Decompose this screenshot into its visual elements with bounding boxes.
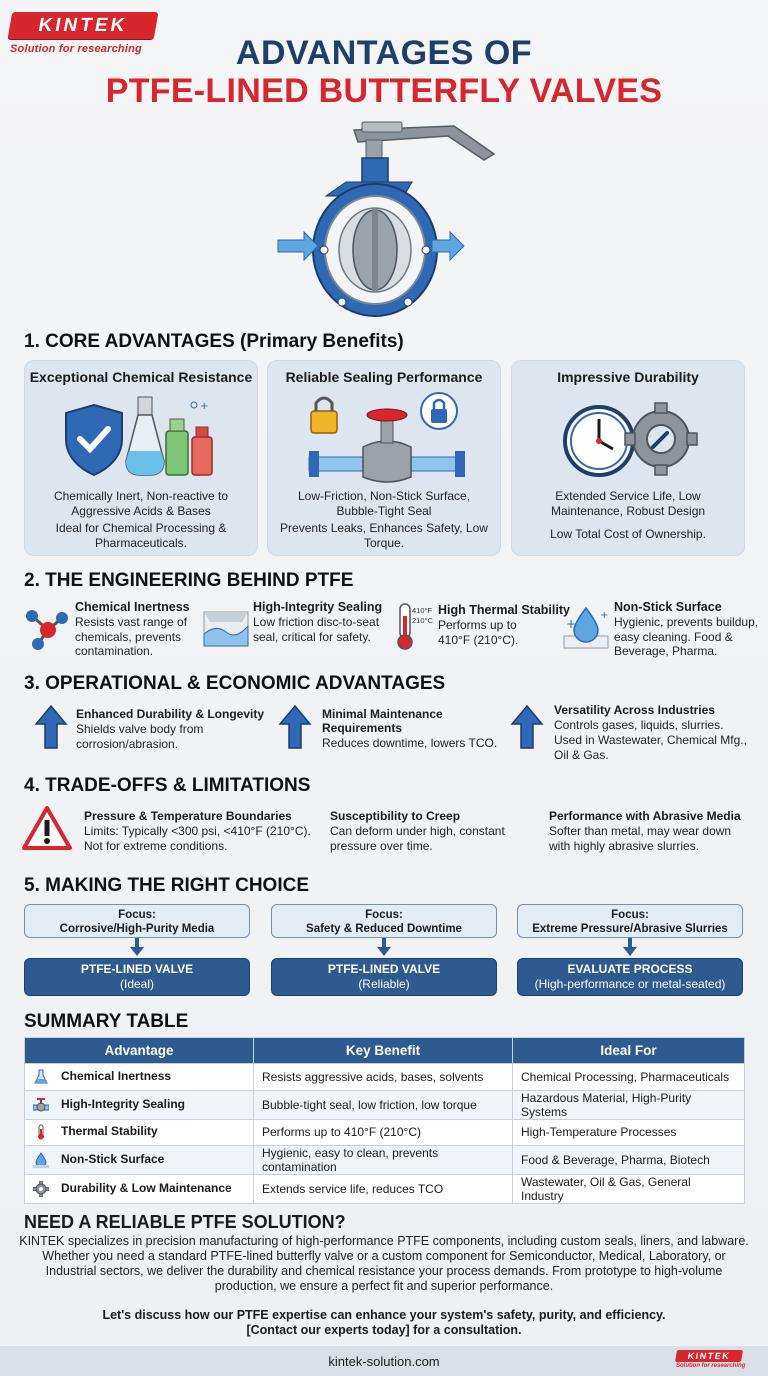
section-tradeoffs-heading: 4. TRADE-OFFS & LIMITATIONS <box>24 775 311 796</box>
result-sub: (Reliable) <box>358 977 410 991</box>
eng-desc-thermal: Performs up to 410°F (210°C). <box>438 618 519 647</box>
svg-text:+: + <box>600 610 609 621</box>
advantage-name: Thermal Stability <box>61 1124 158 1139</box>
op-desc-durability: Shields valve body from corrosion/abrasion. <box>76 722 204 751</box>
thermometer-labels <box>412 606 433 626</box>
thermometer-icon <box>33 1124 49 1140</box>
op-title-versatility: Versatility Across Industries <box>554 703 715 717</box>
cta-bold-line: Let's discuss how our PTFE expertise can enhance your system's safety, purity, and efficiency. <box>102 1308 666 1322</box>
eng-desc-chemical: Resists vast range of chemicals, prevents contamination. <box>75 615 188 658</box>
result-label: EVALUATE PROCESS <box>567 962 693 976</box>
result-box-evaluate <box>517 958 743 996</box>
cell-benefit: Performs up to 410°F (210°C) <box>254 1119 513 1146</box>
cell-advantage <box>25 1146 254 1175</box>
table-row <box>25 1090 745 1119</box>
tradeoff-desc-abrasive: Softer than metal, may wear down with highly abrasive slurries. <box>549 824 732 853</box>
op-title-maintenance: Minimal Maintenance Requirements <box>322 707 443 735</box>
result-box-reliable <box>271 958 497 996</box>
cell-benefit: Extends service life, reduces TCO <box>254 1175 513 1204</box>
result-box-ideal <box>24 958 250 996</box>
section-operational-heading: 3. OPERATIONAL & ECONOMIC ADVANTAGES <box>24 673 446 694</box>
footer-url[interactable]: kintek-solution.com <box>328 1354 440 1369</box>
cta-heading: NEED A RELIABLE PTFE SOLUTION? <box>24 1212 346 1232</box>
temp-c-label: 210°C <box>412 616 433 625</box>
advantage-name: Durability & Low Maintenance <box>61 1181 232 1196</box>
valve-and-locks-icon <box>305 391 465 483</box>
cell-ideal: High-Temperature Processes <box>513 1119 745 1146</box>
title-line-2: PTFE-LINED BUTTERFLY VALVES <box>105 72 663 110</box>
table-row <box>25 1119 745 1146</box>
tradeoff-desc-creep: Can deform under high, constant pressure over time. <box>330 824 505 853</box>
focus-text: Corrosive/High-Purity Media <box>59 923 215 935</box>
tradeoff-title-creep: Susceptibility to Creep <box>330 809 461 823</box>
shield-and-chemicals-icon <box>62 391 222 483</box>
up-arrow-icon <box>278 704 312 750</box>
footer-logo-tagline: Solution for researching <box>676 1363 746 1369</box>
cell-benefit: Resists aggressive acids, bases, solvents <box>254 1064 513 1091</box>
cta-body: KINTEK specializes in precision manufacturing of high-performance PTFE components, including custom seals, liners, and labware. Whether you need a standard PTFE-lined butterfly valve or a custom component for Semiconductor, Medical, Laboratory, or Industrial sectors, we deliver the durability and chemical resistance your process demands. From prototype to high-volume production, we ensure a perfect fit and superior performance. <box>19 1234 749 1293</box>
logo-tagline: Solution for researching <box>10 43 142 55</box>
eng-title-thermal: High Thermal Stability <box>438 603 570 617</box>
focus-text: Extreme Pressure/Abrasive Slurries <box>532 923 728 935</box>
card-text-1: Extended Service Life, Low Maintenance, Robust Design <box>550 489 706 518</box>
butterfly-valve-illustration <box>262 116 502 326</box>
focus-box-extreme <box>517 904 743 938</box>
cell-ideal: Food & Beverage, Pharma, Biotech <box>513 1146 745 1175</box>
title-line-1: ADVANTAGES OF <box>235 34 533 72</box>
op-desc-versatility: Controls gases, liquids, slurries. Used in Wastewater, Chemical Mfg., Oil & Gas. <box>554 718 747 762</box>
valve-icon <box>33 1097 49 1113</box>
table-row <box>25 1175 745 1204</box>
section-choice-heading: 5. MAKING THE RIGHT CHOICE <box>24 875 310 896</box>
table-row <box>25 1064 745 1091</box>
warning-icon <box>22 806 72 850</box>
cta-closing <box>18 1308 750 1338</box>
footer-logo <box>676 1350 746 1369</box>
flask-icon <box>33 1069 49 1085</box>
section-engineering-heading: 2. THE ENGINEERING BEHIND PTFE <box>24 570 354 591</box>
drop-icon <box>33 1152 49 1168</box>
water-drop-icon <box>562 604 610 652</box>
table-header-row <box>25 1038 745 1064</box>
section-core-heading: 1. CORE ADVANTAGES (Primary Benefits) <box>24 331 404 352</box>
footer-logo-wordmark: KINTEK <box>675 1350 743 1362</box>
focus-label: Focus: <box>365 909 403 921</box>
cell-advantage <box>25 1119 254 1146</box>
card-sealing-performance <box>267 360 501 556</box>
down-arrow-icon <box>130 938 144 956</box>
up-arrow-icon <box>510 704 544 750</box>
molecule-icon <box>22 604 70 652</box>
focus-text: Safety & Reduced Downtime <box>306 923 462 935</box>
temp-f-label: 410°F <box>412 606 433 615</box>
cell-advantage <box>25 1064 254 1091</box>
cell-ideal: Chemical Processing, Pharmaceuticals <box>513 1064 745 1091</box>
down-arrow-icon <box>623 938 637 956</box>
cell-ideal: Wastewater, Oil & Gas, General Industry <box>513 1175 745 1204</box>
section-summary-heading: SUMMARY TABLE <box>24 1011 189 1032</box>
eng-desc-sealing: Low friction disc-to-seat seal, critical for safety. <box>253 615 380 644</box>
cell-benefit: Bubble-tight seal, low friction, low torque <box>254 1090 513 1119</box>
tradeoff-title-pressure: Pressure & Temperature Boundaries <box>84 809 292 823</box>
cell-advantage <box>25 1175 254 1204</box>
tradeoff-desc-pressure: Limits: Typically <300 psi, <410°F (210°C). Not for extreme conditions. <box>84 824 311 853</box>
svg-text:+: + <box>200 401 209 412</box>
card-title: Exceptional Chemical Resistance <box>29 369 253 385</box>
gear-icon <box>33 1181 49 1197</box>
advantage-name: High-Integrity Sealing <box>61 1096 186 1111</box>
advantage-name: Non-Stick Surface <box>61 1152 165 1167</box>
card-durability <box>511 360 745 556</box>
col-header-ideal: Ideal For <box>513 1038 745 1064</box>
card-title: Reliable Sealing Performance <box>285 369 483 385</box>
focus-box-safety <box>271 904 497 938</box>
card-text-1: Low-Friction, Non-Stick Surface, Bubble-Tight Seal <box>297 489 471 518</box>
card-text-2: Low Total Cost of Ownership. <box>550 527 706 541</box>
eng-title-chemical: Chemical Inertness <box>75 600 190 614</box>
card-text-2: Prevents Leaks, Enhances Safety, Low Torque. <box>280 521 488 550</box>
result-sub: (High-performance or metal-seated) <box>534 977 726 991</box>
result-label: PTFE-LINED VALVE <box>80 962 194 976</box>
eng-title-nonstick: Non-Stick Surface <box>614 600 722 614</box>
focus-box-corrosive <box>24 904 250 938</box>
op-title-durability: Enhanced Durability & Longevity <box>76 707 265 721</box>
cta-contact-line <box>18 1323 750 1338</box>
cell-ideal: Hazardous Material, High-Purity Systems <box>513 1090 745 1119</box>
col-header-benefit: Key Benefit <box>254 1038 513 1064</box>
cell-advantage <box>25 1090 254 1119</box>
logo-wordmark: KINTEK <box>8 12 159 39</box>
card-chemical-resistance <box>24 360 258 556</box>
contact-link[interactable]: [Contact our experts today] <box>246 1323 410 1337</box>
down-arrow-icon <box>377 938 391 956</box>
focus-label: Focus: <box>611 909 649 921</box>
summary-table <box>24 1037 745 1204</box>
card-text-1: Chemically Inert, Non-reactive to Aggressive Acids & Bases <box>53 489 229 518</box>
seal-surface-icon <box>202 604 250 652</box>
cell-benefit: Hygienic, easy to clean, prevents contamination <box>254 1146 513 1175</box>
cta-bold-suffix: for a consultation. <box>409 1323 522 1337</box>
card-text-2: Ideal for Chemical Processing & Pharmaceuticals. <box>55 521 227 550</box>
result-sub: (Ideal) <box>119 977 154 991</box>
focus-label: Focus: <box>118 909 156 921</box>
footer <box>0 1346 768 1376</box>
op-desc-maintenance: Reduces downtime, lowers TCO. <box>322 736 498 750</box>
up-arrow-icon <box>34 704 68 750</box>
clock-and-gear-icon <box>549 391 709 483</box>
eng-title-sealing: High-Integrity Sealing <box>253 600 383 614</box>
result-label: PTFE-LINED VALVE <box>327 962 441 976</box>
eng-desc-nonstick: Hygienic, prevents buildup, easy cleaning. Food & Beverage, Pharma. <box>614 615 759 658</box>
svg-text:+: + <box>566 617 577 631</box>
card-title: Impressive Durability <box>557 369 699 385</box>
col-header-advantage: Advantage <box>25 1038 254 1064</box>
table-row <box>25 1146 745 1175</box>
advantage-name: Chemical Inertness <box>61 1068 172 1083</box>
tradeoff-title-abrasive: Performance with Abrasive Media <box>549 809 741 823</box>
